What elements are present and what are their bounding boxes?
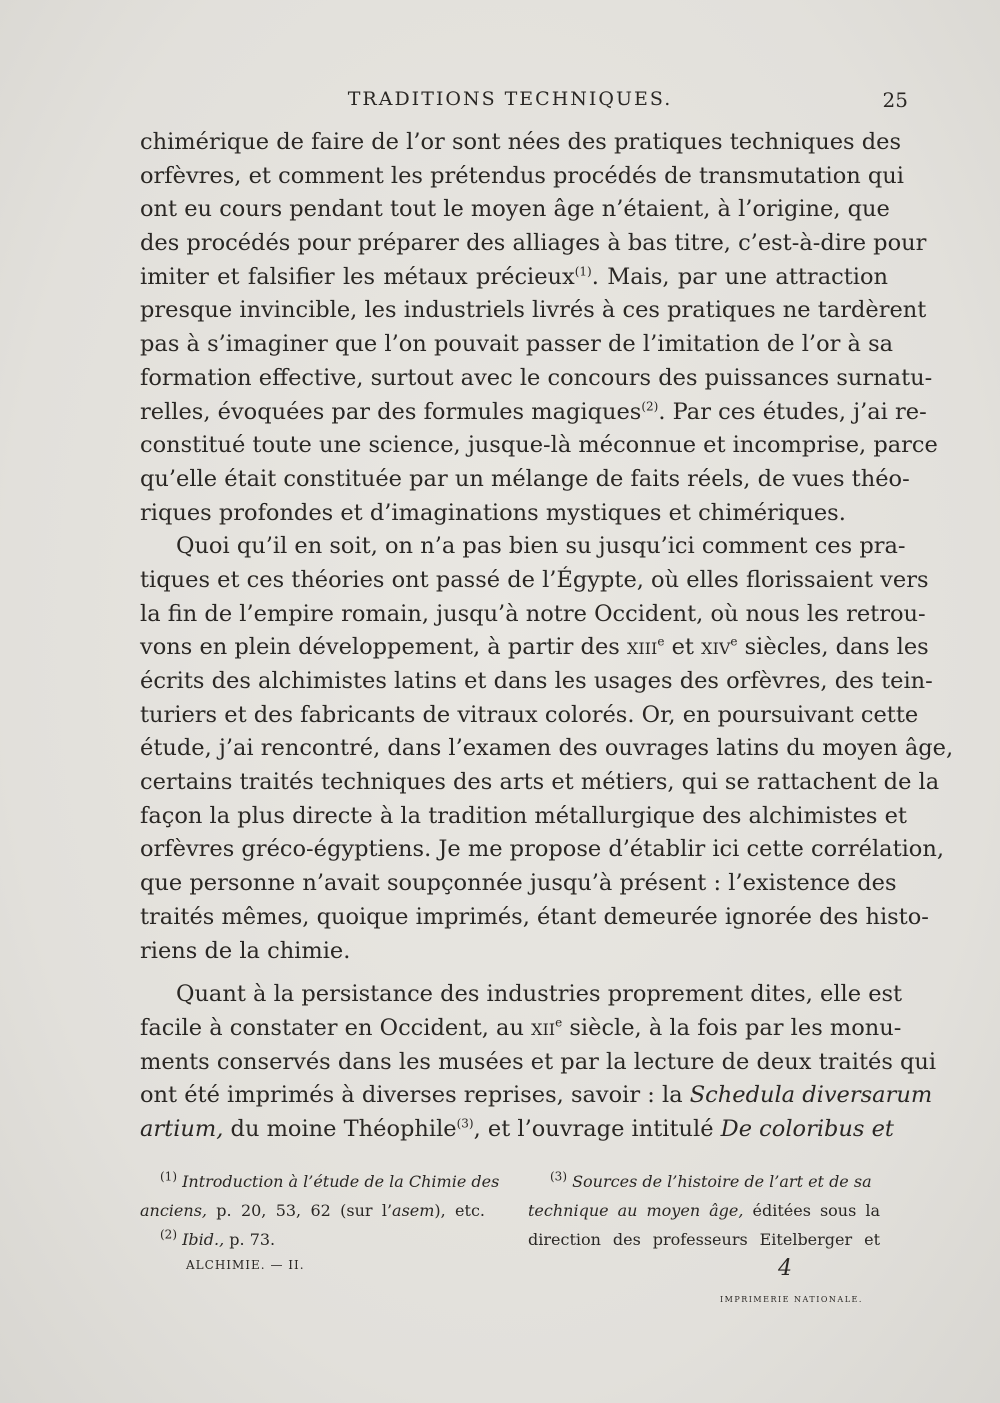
text-line: turiers et des fabricants de vitraux colorés. Or, en poursuivant cette	[140, 701, 919, 728]
footnotes-right-column	[528, 1167, 880, 1254]
text-line: chimérique de faire de l’or sont nées des pratiques techniques des	[140, 129, 902, 155]
footnote-ref[interactable]: (2)	[641, 399, 659, 413]
footnote-line: $^{(3)}$ Sources de l’histoire de l’art et de sa	[550, 1169, 872, 1191]
text-line: étude, j’ai rencontré, dans l’examen des ouvrages latins du moyen âge,	[140, 735, 954, 762]
text-line: vons en plein développement, à partir des xiii$^e$ et xiv$^e$ siècles, dans les	[140, 634, 929, 661]
page-number: 25	[882, 88, 908, 112]
text-line: relles, évoquées par des formules magiques$^{(2)}$. Par ces études, j’ai re-	[140, 398, 927, 425]
text-line: orfèvres gréco-égyptiens. Je me propose d’établir ici cette corrélation,	[140, 836, 944, 863]
printer-imprint: IMPRIMERIE NATIONALE.	[720, 1295, 863, 1304]
text-line: écrits des alchimistes latins et dans les usages des orfèvres, des tein-	[140, 668, 933, 694]
paragraph-gap	[140, 968, 888, 978]
text-line: pas à s’imaginer que l’on pouvait passer de l’imitation de l’or à sa	[140, 331, 894, 358]
signature-line: ALCHIMIE. — II.	[186, 1258, 305, 1272]
text-line: formation effective, surtout avec le concours des puissances surnatu-	[140, 364, 933, 391]
text-line: des procédés pour préparer des alliages à bas titre, c’est-à-dire pour	[140, 230, 927, 257]
text-line: riens de la chimie.	[140, 937, 351, 964]
footnote-line: direction des professeurs Eitelberger et	[528, 1230, 880, 1249]
footnote-ref[interactable]: (1)	[574, 264, 592, 279]
text-line: certains traités techniques des arts et métiers, qui se rattachent de la	[140, 769, 940, 796]
footnotes	[140, 1167, 880, 1254]
footnote-line: $^{(1)}$ Introduction à l’étude de la Chimie des	[160, 1169, 500, 1191]
text-line: que personne n’avait soupçonnée jusqu’à présent : l’existence des	[140, 870, 897, 897]
body-text	[140, 126, 954, 1147]
text-line: qu’elle était constituée par un mélange de faits réels, de vues théo-	[140, 465, 910, 492]
text-line: artium, du moine Théophile$^{(3)}$, et l’ouvrage intitulé De coloribus et	[140, 1115, 894, 1142]
running-head: TRADITIONS TECHNIQUES.	[347, 88, 673, 110]
text-line: orfèvres, et comment les prétendus procédés de transmutation qui	[140, 162, 904, 189]
text-line: ont été imprimés à diverses reprises, savoir : la Schedula diversarum	[140, 1082, 933, 1109]
text-line: facile à constater en Occident, au xii$^e$ siècle, à la fois par les monu-	[140, 1014, 902, 1041]
text-line: ments conservés dans les musées et par la lecture de deux traités qui	[140, 1048, 937, 1075]
text-line: la fin de l’empire romain, jusqu’à notre Occident, où nous les retrou-	[140, 600, 926, 627]
signature-mark: 4	[778, 1256, 792, 1281]
footnote-line: $^{(2)}$ Ibid., p. 73.	[160, 1227, 276, 1249]
text-line: façon la plus directe à la tradition métallurgique des alchimistes et	[140, 802, 907, 829]
footnotes-left-column	[140, 1167, 500, 1254]
text-line: constitué toute une science, jusque-là méconnue et incomprise, parce	[140, 432, 938, 459]
footnote-line: technique au moyen âge, éditées sous la	[528, 1201, 880, 1220]
text-line: riques profondes et d’imaginations mystiques et chimériques.	[140, 499, 846, 526]
text-line: presque invincible, les industriels livrés à ces pratiques ne tardèrent	[140, 297, 927, 324]
text-line: tiques et ces théories ont passé de l’Égypte, où elles florissaient vers	[140, 566, 929, 593]
footnote-ref[interactable]: (3)	[456, 1116, 474, 1131]
text-line: imiter et falsifier les métaux précieux$^{(1)}$. Mais, par une attraction	[140, 263, 888, 290]
text-line: Quant à la persistance des industries proprement dites, elle est	[176, 981, 903, 1008]
text-line: traités mêmes, quoique imprimés, étant demeurée ignorée des histo-	[140, 903, 929, 930]
text-line: Quoi qu’il en soit, on n’a pas bien su jusqu’ici comment ces pra-	[176, 533, 906, 560]
text-line: ont eu cours pendant tout le moyen âge n’étaient, à l’origine, que	[140, 196, 890, 223]
footnote-line: anciens, p. 20, 53, 62 (sur l’asem), etc.	[140, 1201, 486, 1220]
